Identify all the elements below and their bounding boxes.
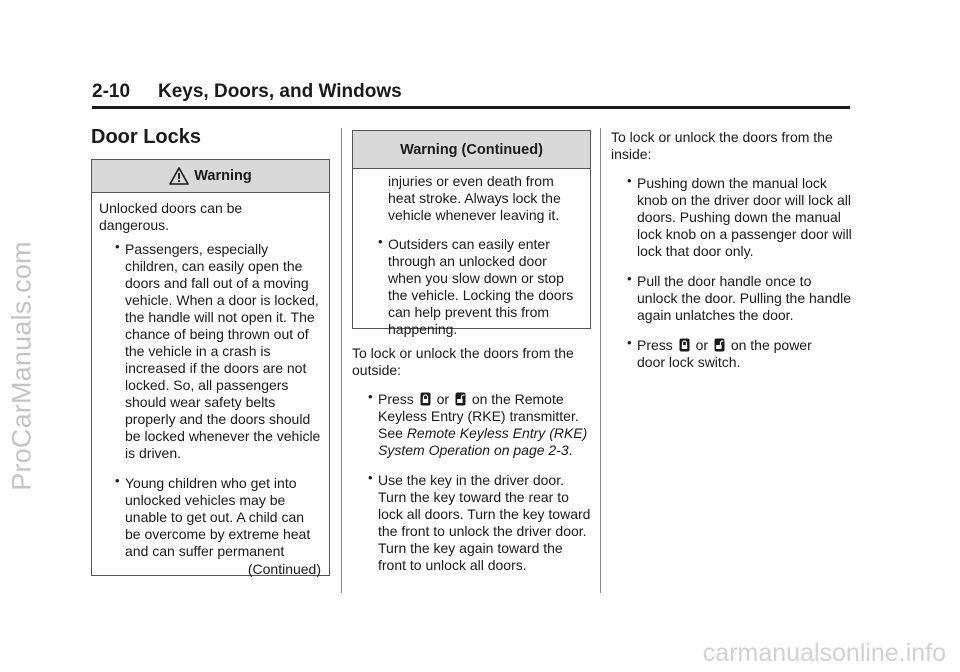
lock-icon	[679, 338, 690, 352]
warning-continued-text: injuries or even death from heat stroke. Always lock the vehicle whenever leaving it.	[388, 173, 561, 223]
warning-bullet-outsiders-text: Outsiders can easily enter through an unlocked door when you slow down or stop the vehicle. Locking the doors can help prevent this from happening.	[388, 236, 574, 337]
warning-bullet-children	[99, 475, 321, 560]
column-2-text	[352, 345, 592, 574]
warning-box	[91, 159, 330, 576]
press-word: Press	[637, 337, 673, 353]
or-word: or	[436, 391, 450, 407]
warning-continued-body	[353, 169, 590, 338]
key-bullet-text: Use the key in the driver door. Turn the key toward the rear to lock all doors. Turn the key toward the front to unlock the driver door. Turn the key again toward the front to unlock all doors.	[378, 472, 591, 573]
side-watermark	[0, 96, 44, 636]
warning-continued-title: Warning (Continued)	[400, 141, 543, 158]
warning-triangle-icon	[169, 167, 189, 185]
section-title: Door Locks	[91, 126, 202, 148]
manual-lock-text: Pushing down the manual lock knob on the driver door will lock all doors. Pushing down the manual lock knob on a passenger door will lock that door only.	[637, 175, 852, 259]
bullet-dot: •	[627, 173, 632, 188]
rke-bullet	[352, 391, 592, 459]
bottom-watermark: carmanualsonline.info	[702, 639, 946, 667]
side-watermark-text: ProCarManuals.com	[6, 241, 37, 491]
switch-text: on the power door lock switch.	[637, 337, 812, 370]
continued-note: (Continued)	[247, 561, 321, 577]
rke-text: on the Remote Keyless Entry (RKE) transmitter.	[378, 391, 579, 424]
inside-intro: To lock or unlock the doors from the inside:	[611, 129, 833, 162]
page-number: 2-10	[92, 81, 131, 102]
see-period: .	[568, 442, 573, 458]
bullet-dot: •	[627, 271, 632, 286]
bullet-dot: •	[115, 473, 120, 488]
page-header	[92, 80, 850, 109]
bullet-dot: •	[368, 389, 373, 404]
outside-intro: To lock or unlock the doors from the outside:	[352, 345, 574, 378]
warning-body	[92, 193, 329, 578]
bullet-dot: •	[368, 470, 373, 485]
warning-header	[92, 160, 329, 193]
bullet-dot: •	[115, 239, 120, 254]
warning-bullet-passengers	[99, 241, 321, 462]
unlock-icon	[714, 338, 725, 352]
door-handle-text: Pull the door handle once to unlock the door. Pulling the handle again unlatches the door.	[637, 273, 852, 323]
manual-lock-bullet	[611, 175, 853, 260]
warning-title: Warning	[194, 168, 252, 184]
warning-continued-box	[352, 130, 591, 337]
warning-continued-header	[353, 131, 590, 169]
key-bullet	[352, 472, 592, 574]
warning-intro: Unlocked doors can be dangerous.	[99, 200, 243, 233]
warning-bullet-outsiders	[362, 236, 582, 338]
column-3-text	[611, 129, 853, 371]
bullet-dot: •	[627, 335, 632, 350]
bullet-dot: •	[378, 234, 383, 249]
rke-cross-reference: Remote Keyless Entry (RKE) System Operation on page 2-3	[378, 425, 588, 458]
warning-bullet-passengers-text: Passengers, especially children, can easily open the doors and fall out of a moving vehicle. When a door is locked, the handle will not open it. The chance of being thrown out of the vehicle in a crash is increased if the doors are not locked. So, all passengers should wear safety belts properly and the doors should be locked whenever the vehicle is driven.	[125, 241, 321, 461]
column-divider-2	[600, 128, 601, 593]
see-word: See	[378, 425, 403, 441]
column-divider-1	[341, 128, 342, 593]
chapter-title: Keys, Doors, and Windows	[158, 81, 402, 102]
press-word: Press	[378, 391, 414, 407]
warning-bullet-children-text: Young children who get into unlocked vehicles may be unable to get out. A child can be overcome by extreme heat and can suffer permanent	[125, 475, 311, 559]
door-handle-bullet	[611, 273, 853, 324]
power-lock-bullet	[611, 337, 853, 371]
lock-icon	[420, 392, 431, 406]
or-word: or	[695, 337, 709, 353]
unlock-icon	[455, 392, 466, 406]
